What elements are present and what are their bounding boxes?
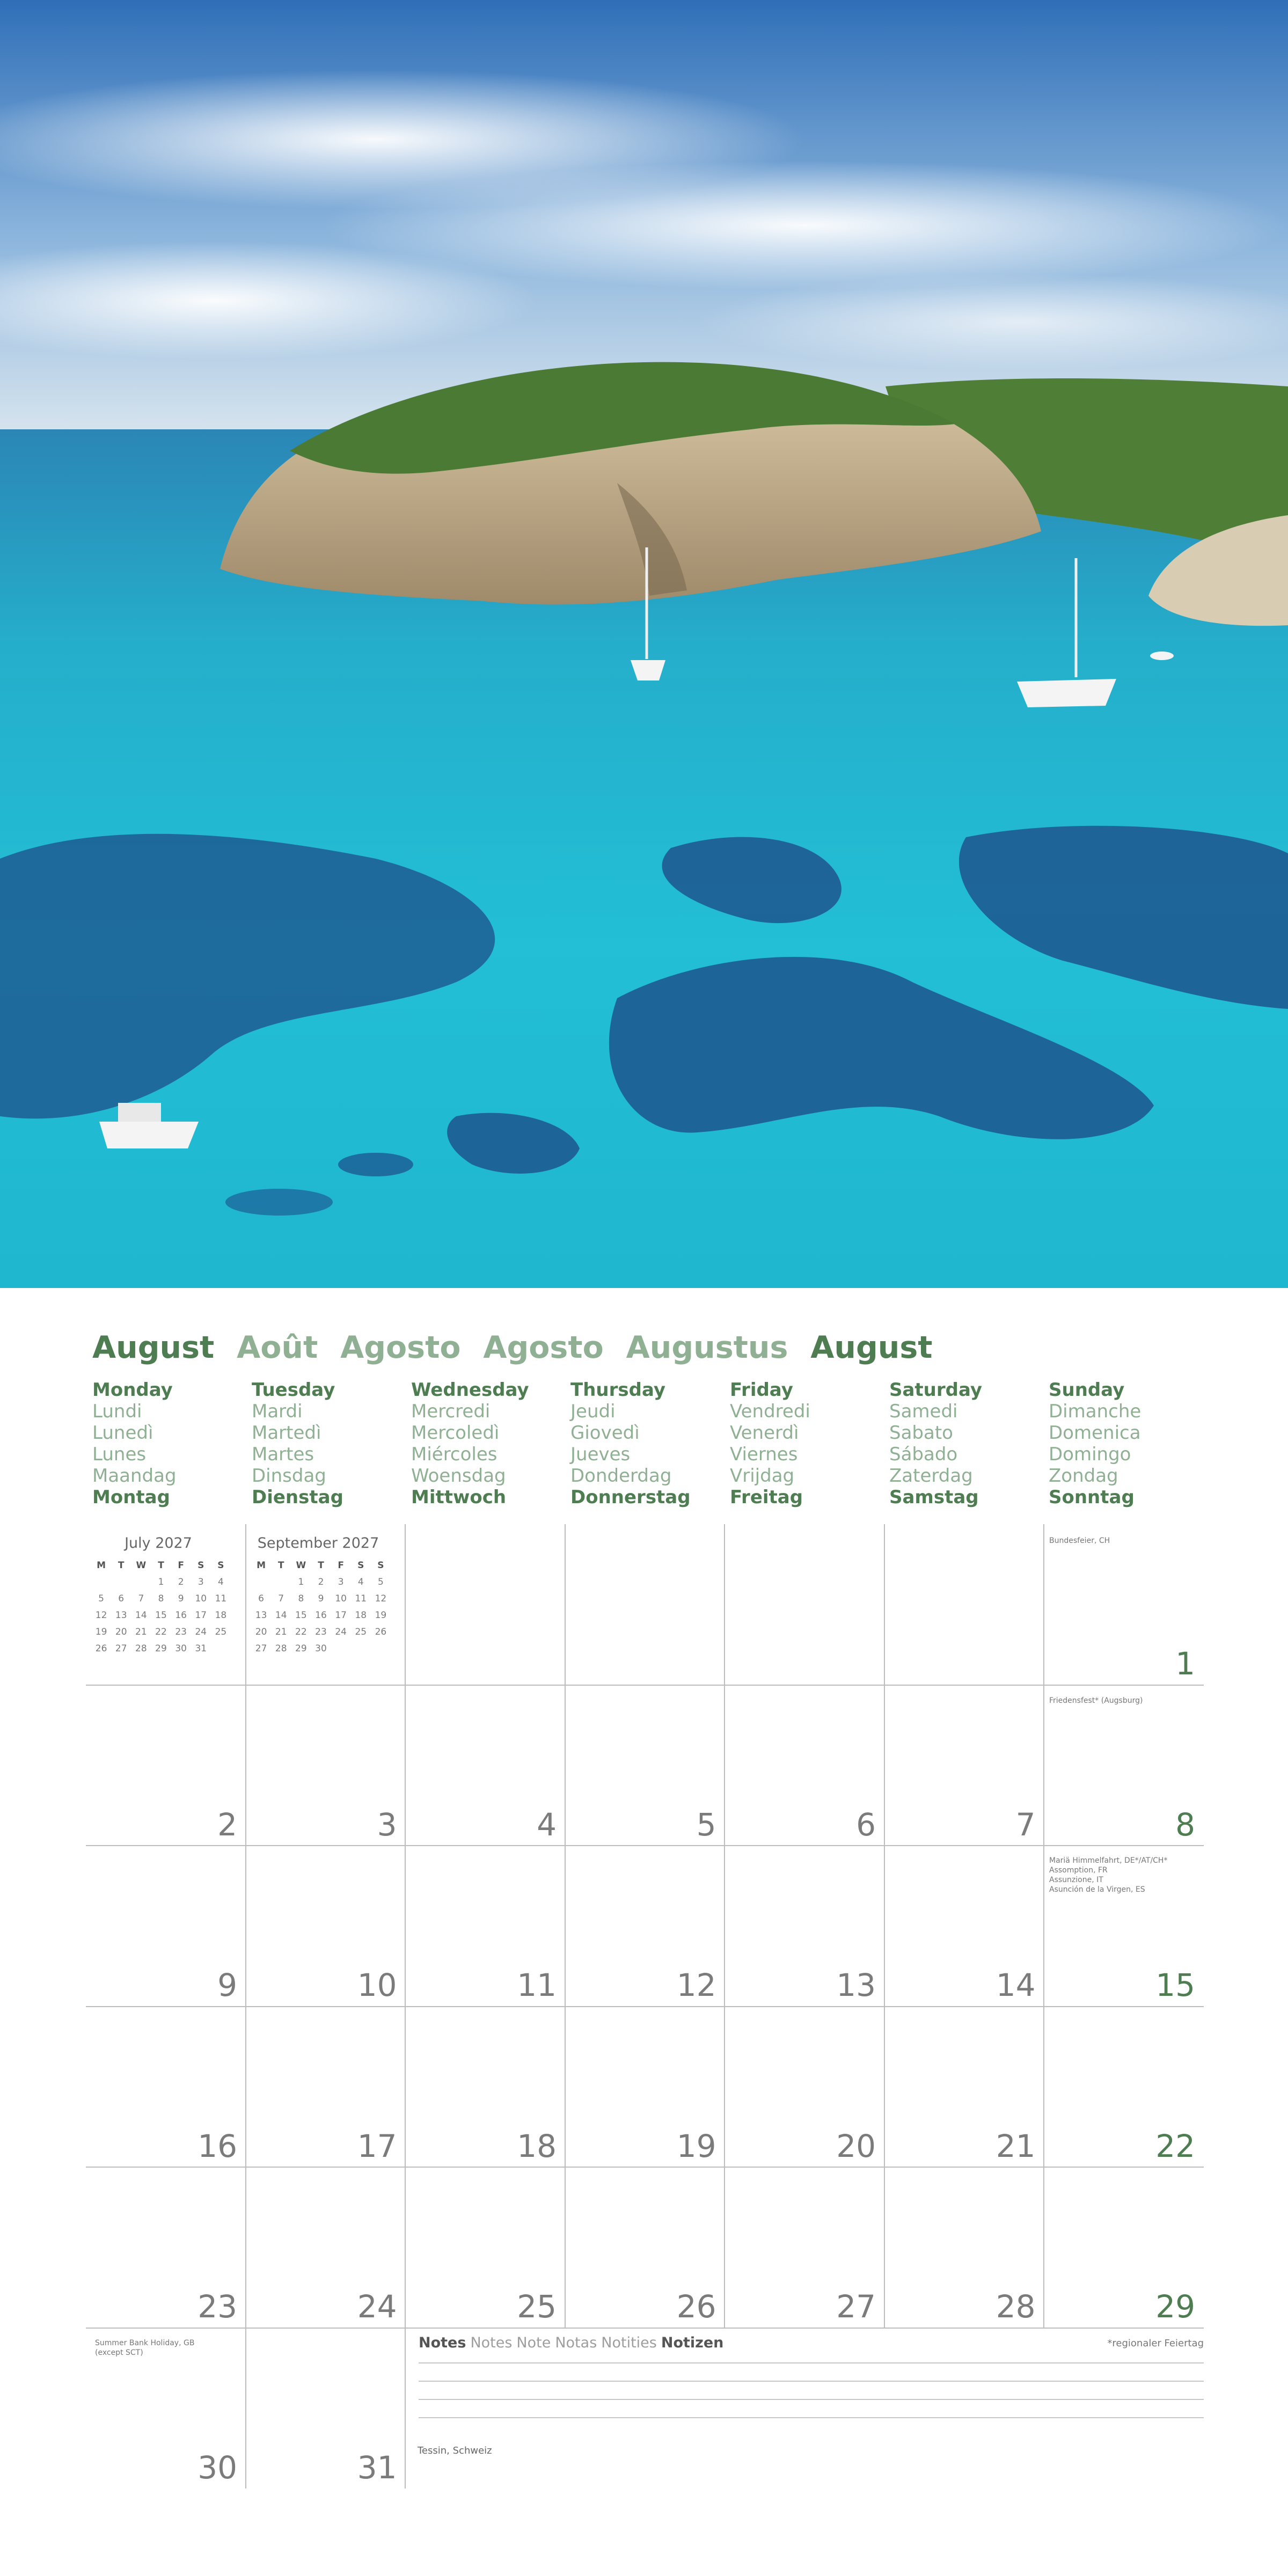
mini-calendar-day: 29 <box>295 1643 307 1654</box>
weekday-label-de: Montag <box>92 1487 170 1508</box>
mini-calendar-weekday: W <box>136 1560 147 1571</box>
mini-calendar-week <box>251 1607 391 1623</box>
weekday-label-it: Venerdì <box>730 1422 799 1444</box>
weekday-label-en: Wednesday <box>411 1379 529 1401</box>
mini-calendar-day: 11 <box>215 1593 227 1604</box>
mini-calendar-day: 16 <box>175 1609 187 1621</box>
month-name-es: Agosto <box>483 1330 604 1365</box>
weekday-label-it: Giovedì <box>570 1422 640 1444</box>
weekday-header-sunday <box>1049 1379 1204 1508</box>
mini-calendar-day: 2 <box>178 1576 184 1587</box>
day-cell <box>724 2007 883 2168</box>
mini-calendar-week <box>91 1574 231 1590</box>
weekday-label-nl: Donderdag <box>570 1465 672 1487</box>
mini-calendar-day: 29 <box>155 1643 167 1654</box>
grid-column-divider <box>405 2328 406 2489</box>
mini-calendar-day: 8 <box>158 1593 164 1604</box>
grid-row-divider <box>86 2006 1204 2007</box>
day-cell <box>884 1846 1043 2007</box>
mini-calendar-day: 2 <box>318 1576 324 1587</box>
mini-calendar-title: July 2027 <box>125 1535 192 1552</box>
mini-calendar-day: 31 <box>195 1643 207 1654</box>
mini-calendar-day: 12 <box>95 1609 107 1621</box>
grid-column-divider <box>245 2328 246 2489</box>
mini-calendar-day: 8 <box>298 1593 304 1604</box>
holiday-line: Assunzione, IT <box>1049 1876 1103 1884</box>
day-number: 14 <box>996 1967 1036 2003</box>
mini-calendar-day <box>131 1574 151 1590</box>
weekday-header-saturday <box>889 1379 1045 1508</box>
holiday-line: Asunción de la Virgen, ES <box>1049 1885 1145 1894</box>
mini-calendar-day: 3 <box>197 1576 204 1587</box>
mini-calendar-day: 16 <box>315 1609 327 1621</box>
day-cell <box>405 2167 564 2328</box>
grid-column-divider <box>724 1524 725 2328</box>
mini-calendar-day: 28 <box>135 1643 147 1654</box>
notes-title <box>419 2334 1204 2351</box>
mini-calendar-day: 14 <box>275 1609 287 1621</box>
day-number: 17 <box>357 2127 397 2164</box>
mini-calendar-day: 19 <box>95 1626 107 1637</box>
mini-calendar-weekday: M <box>97 1560 106 1571</box>
mini-calendar-day: 26 <box>95 1643 107 1654</box>
day-number: 24 <box>357 2288 397 2325</box>
photo-location-caption: Tessin, Schweiz <box>418 2445 492 2456</box>
mini-calendar-day <box>91 1574 111 1590</box>
grid-row-divider <box>86 1685 1204 1686</box>
mini-calendar-day: 10 <box>335 1593 347 1604</box>
day-cell <box>405 1846 564 2007</box>
weekday-label-es: Sábado <box>889 1444 958 1465</box>
day-number: 4 <box>537 1806 557 1843</box>
month-title-row <box>92 1330 945 1365</box>
mini-calendar-weekday: F <box>338 1560 344 1571</box>
day-cell <box>86 1846 245 2007</box>
weekday-label-fr: Mardi <box>252 1401 303 1422</box>
day-cell <box>565 1685 724 1846</box>
weekday-label-de: Samstag <box>889 1487 979 1508</box>
weekday-label-en: Thursday <box>570 1379 666 1401</box>
notes-label-it: Note <box>516 2334 551 2351</box>
weekday-label-es: Martes <box>252 1444 314 1465</box>
weekday-label-nl: Zaterdag <box>889 1465 973 1487</box>
weekday-header-wednesday <box>411 1379 567 1508</box>
month-name-fr: Août <box>237 1330 318 1365</box>
day-number: 23 <box>197 2288 237 2325</box>
day-cell <box>246 1846 405 2007</box>
mini-calendar-day: 11 <box>355 1593 367 1604</box>
mini-calendar-weekday: M <box>257 1560 266 1571</box>
day-number: 3 <box>377 1806 397 1843</box>
weekday-label-es: Domingo <box>1049 1444 1131 1465</box>
day-cell <box>884 2007 1043 2168</box>
weekday-label-it: Lunedì <box>92 1422 153 1444</box>
day-number: 2 <box>217 1806 237 1843</box>
day-number: 18 <box>517 2127 557 2164</box>
mini-calendar-table <box>251 1557 391 1657</box>
mini-calendar-weekday-row <box>251 1557 391 1574</box>
mini-calendar-day: 6 <box>258 1593 264 1604</box>
mini-calendar-day: 28 <box>275 1643 287 1654</box>
mini-calendar-day <box>351 1640 371 1657</box>
mini-calendar-week <box>91 1607 231 1623</box>
mini-calendar-day <box>371 1640 391 1657</box>
notes-label-fr: Notes <box>470 2334 513 2351</box>
notes-line <box>419 2381 1204 2382</box>
day-cell <box>246 2328 405 2489</box>
day-cell <box>246 2007 405 2168</box>
weekday-label-en: Tuesday <box>252 1379 335 1401</box>
weekday-label-de: Freitag <box>730 1487 803 1508</box>
weekday-label-de: Dienstag <box>252 1487 343 1508</box>
weekday-label-it: Mercoledì <box>411 1422 500 1444</box>
day-cell <box>1044 2007 1203 2168</box>
day-cell <box>246 2167 405 2328</box>
weekday-label-fr: Jeudi <box>570 1401 616 1422</box>
notes-line <box>419 2362 1204 2363</box>
weekday-label-en: Friday <box>730 1379 793 1401</box>
day-number: 7 <box>1015 1806 1036 1843</box>
mini-calendar-weekday: T <box>118 1560 125 1571</box>
mini-calendar-day: 15 <box>155 1609 167 1621</box>
mini-calendar-day: 21 <box>135 1626 147 1637</box>
day-cell <box>1044 2167 1203 2328</box>
day-cell <box>884 2167 1043 2328</box>
holiday-line: Mariä Himmelfahrt, DE*/AT/CH* <box>1049 1856 1168 1865</box>
day-number: 29 <box>1155 2288 1195 2325</box>
weekday-label-de: Donnerstag <box>570 1487 691 1508</box>
mini-calendar-day: 5 <box>98 1593 104 1604</box>
mini-calendar-week <box>91 1590 231 1607</box>
holiday-line: Assomption, FR <box>1049 1866 1108 1875</box>
mini-calendar-day: 13 <box>255 1609 267 1621</box>
mini-calendar-weekday: S <box>377 1560 384 1571</box>
regional-holiday-footnote: *regionaler Feiertag <box>1107 2338 1204 2349</box>
mini-calendar-day <box>271 1574 291 1590</box>
mini-calendar-day: 23 <box>315 1626 327 1637</box>
mini-calendar-day: 18 <box>355 1609 367 1621</box>
weekday-label-fr: Lundi <box>92 1401 142 1422</box>
day-number: 11 <box>517 1967 557 2003</box>
grid-column-divider <box>884 1524 885 2328</box>
mini-calendar-day: 30 <box>315 1643 327 1654</box>
mini-calendar-weekday: S <box>197 1560 204 1571</box>
mini-calendar-day: 27 <box>255 1643 267 1654</box>
mini-calendar-day: 9 <box>178 1593 184 1604</box>
notes-line <box>419 2399 1204 2400</box>
mini-calendar-day <box>251 1574 271 1590</box>
grid-row-divider <box>86 1845 1204 1846</box>
day-number: 22 <box>1155 2127 1195 2164</box>
mini-calendar-day: 17 <box>335 1609 347 1621</box>
mini-calendar-previous <box>86 1535 231 1657</box>
day-cell <box>86 2007 245 2168</box>
mini-calendar-day: 10 <box>195 1593 207 1604</box>
month-name-nl: Augustus <box>626 1330 788 1365</box>
mini-calendar-day: 20 <box>255 1626 267 1637</box>
month-name-en: August <box>92 1330 215 1365</box>
weekday-label-fr: Vendredi <box>730 1401 810 1422</box>
mini-calendar-weekday: T <box>318 1560 324 1571</box>
mini-calendar-week <box>251 1590 391 1607</box>
mini-calendar-day: 5 <box>378 1576 384 1587</box>
day-cell <box>1044 1524 1203 1685</box>
day-cell <box>884 1685 1043 1846</box>
mini-calendar-day: 23 <box>175 1626 187 1637</box>
mini-calendar-day: 25 <box>355 1626 367 1637</box>
holiday-note-15 <box>1049 1856 1167 1894</box>
mini-calendar-weekday: S <box>357 1560 364 1571</box>
mini-calendar-day: 7 <box>138 1593 144 1604</box>
mini-calendar-day: 4 <box>218 1576 224 1587</box>
grid-row-divider <box>86 2328 1204 2329</box>
notes-label-es: Notas <box>555 2334 597 2351</box>
day-number: 27 <box>836 2288 876 2325</box>
day-number: 6 <box>856 1806 876 1843</box>
notes-area <box>419 2334 1204 2351</box>
mini-calendar-week <box>91 1623 231 1640</box>
mini-calendar-day: 24 <box>195 1626 207 1637</box>
grid-column-divider <box>565 1524 566 2328</box>
mini-calendar-day: 1 <box>298 1576 304 1587</box>
weekday-label-nl: Dinsdag <box>252 1465 326 1487</box>
weekday-label-nl: Vrijdag <box>730 1465 795 1487</box>
mini-calendar-week <box>91 1640 231 1657</box>
mini-calendar-day: 24 <box>335 1626 347 1637</box>
mini-calendar-day: 9 <box>318 1593 324 1604</box>
weekday-label-es: Lunes <box>92 1444 147 1465</box>
day-number: 1 <box>1175 1645 1195 1682</box>
weekday-label-nl: Woensdag <box>411 1465 506 1487</box>
weekday-label-de: Sonntag <box>1049 1487 1135 1508</box>
weekday-label-it: Domenica <box>1049 1422 1141 1444</box>
day-cell <box>246 1685 405 1846</box>
mini-calendar-day: 26 <box>375 1626 387 1637</box>
mini-calendar-day: 19 <box>375 1609 387 1621</box>
mini-calendar-day: 22 <box>295 1626 307 1637</box>
weekday-label-fr: Samedi <box>889 1401 958 1422</box>
mini-calendar-weekday-row <box>91 1557 231 1574</box>
weekday-label-es: Jueves <box>570 1444 631 1465</box>
mini-calendar-day <box>111 1574 131 1590</box>
day-number: 15 <box>1155 1967 1195 2003</box>
notes-label-nl: Notities <box>601 2334 657 2351</box>
mini-calendar-weekday: T <box>277 1560 284 1571</box>
weekday-label-de: Mittwoch <box>411 1487 507 1508</box>
day-number: 25 <box>517 2288 557 2325</box>
mini-calendar-day: 4 <box>357 1576 364 1587</box>
mini-calendar-day: 20 <box>115 1626 127 1637</box>
mini-calendar-day: 3 <box>338 1576 344 1587</box>
weekday-label-fr: Mercredi <box>411 1401 491 1422</box>
weekday-label-es: Miércoles <box>411 1444 497 1465</box>
mini-calendar-weekday: W <box>296 1560 306 1571</box>
mini-calendar-day <box>211 1640 231 1657</box>
mini-calendar-next <box>246 1535 391 1657</box>
day-number: 12 <box>676 1967 716 2003</box>
mini-calendar-week <box>251 1623 391 1640</box>
mini-calendar-day: 13 <box>115 1609 127 1621</box>
day-cell <box>405 2007 564 2168</box>
day-number: 21 <box>996 2127 1036 2164</box>
mini-calendar-week <box>251 1640 391 1657</box>
grid-column-divider <box>1043 1524 1044 2328</box>
mini-calendar-week <box>251 1574 391 1590</box>
day-number: 10 <box>357 1967 397 2003</box>
mini-calendar-day <box>331 1640 351 1657</box>
day-cell <box>724 1685 883 1846</box>
day-number: 19 <box>676 2127 716 2164</box>
holiday-note-1: Bundesfeier, CH <box>1049 1536 1110 1545</box>
mini-calendar-day: 25 <box>215 1626 227 1637</box>
mini-calendar-day: 30 <box>175 1643 187 1654</box>
day-cell <box>1044 1685 1203 1846</box>
day-cell <box>565 2007 724 2168</box>
month-name-de: August <box>810 1330 933 1365</box>
grid-row-divider <box>86 2167 1204 2168</box>
weekday-header-friday <box>730 1379 885 1508</box>
holiday-note-8: Friedensfest* (Augsburg) <box>1049 1696 1143 1705</box>
weekday-header-thursday <box>570 1379 726 1508</box>
day-number: 13 <box>836 1967 876 2003</box>
mini-calendar-table <box>91 1557 231 1657</box>
weekday-label-es: Viernes <box>730 1444 798 1465</box>
weekday-label-en: Monday <box>92 1379 173 1401</box>
day-cell <box>405 1685 564 1846</box>
mini-calendar-day: 6 <box>118 1593 125 1604</box>
grid-column-divider <box>405 1524 406 2328</box>
mini-calendar-day: 14 <box>135 1609 147 1621</box>
weekday-label-fr: Dimanche <box>1049 1401 1141 1422</box>
mini-calendar-day: 18 <box>215 1609 227 1621</box>
weekday-label-it: Sabato <box>889 1422 953 1444</box>
notes-label-en: Notes <box>419 2334 466 2351</box>
day-number: 26 <box>676 2288 716 2325</box>
day-number: 8 <box>1175 1806 1195 1843</box>
day-number: 5 <box>696 1806 716 1843</box>
day-number: 28 <box>996 2288 1036 2325</box>
weekday-header-monday <box>92 1379 248 1508</box>
mini-calendar-title: September 2027 <box>257 1535 379 1552</box>
mini-calendar-day: 12 <box>375 1593 387 1604</box>
holiday-note-30 <box>95 2338 194 2358</box>
weekday-header-tuesday <box>252 1379 407 1508</box>
mini-calendar-day: 17 <box>195 1609 207 1621</box>
holiday-line: (except SCT) <box>95 2348 143 2357</box>
notes-label-de: Notizen <box>661 2334 724 2351</box>
day-cell <box>86 2167 245 2328</box>
day-number: 31 <box>357 2449 397 2486</box>
weekday-label-nl: Zondag <box>1049 1465 1118 1487</box>
mini-calendar-weekday: S <box>217 1560 224 1571</box>
mini-calendar-day: 1 <box>158 1576 164 1587</box>
day-cell <box>724 2167 883 2328</box>
weekday-label-it: Martedì <box>252 1422 321 1444</box>
day-number: 30 <box>197 2449 237 2486</box>
day-cell <box>565 1846 724 2007</box>
weekday-label-en: Sunday <box>1049 1379 1125 1401</box>
day-number: 9 <box>217 1967 237 2003</box>
holiday-line: Summer Bank Holiday, GB <box>95 2339 195 2347</box>
mini-calendar-day: 7 <box>278 1593 284 1604</box>
mini-calendar-day: 27 <box>115 1643 127 1654</box>
day-number: 20 <box>836 2127 876 2164</box>
notes-line <box>419 2417 1204 2418</box>
day-number: 16 <box>197 2127 237 2164</box>
mini-calendar-day: 22 <box>155 1626 167 1637</box>
weekday-label-en: Saturday <box>889 1379 983 1401</box>
grid-column-divider <box>245 1524 246 2328</box>
month-name-it: Agosto <box>340 1330 461 1365</box>
weekday-label-nl: Maandag <box>92 1465 177 1487</box>
mini-calendar-day: 15 <box>295 1609 307 1621</box>
mini-calendar-day: 21 <box>275 1626 287 1637</box>
mini-calendar-weekday: T <box>158 1560 164 1571</box>
day-cell <box>565 2167 724 2328</box>
day-cell <box>86 1685 245 1846</box>
day-cell <box>724 1846 883 2007</box>
mini-calendar-weekday: F <box>178 1560 184 1571</box>
